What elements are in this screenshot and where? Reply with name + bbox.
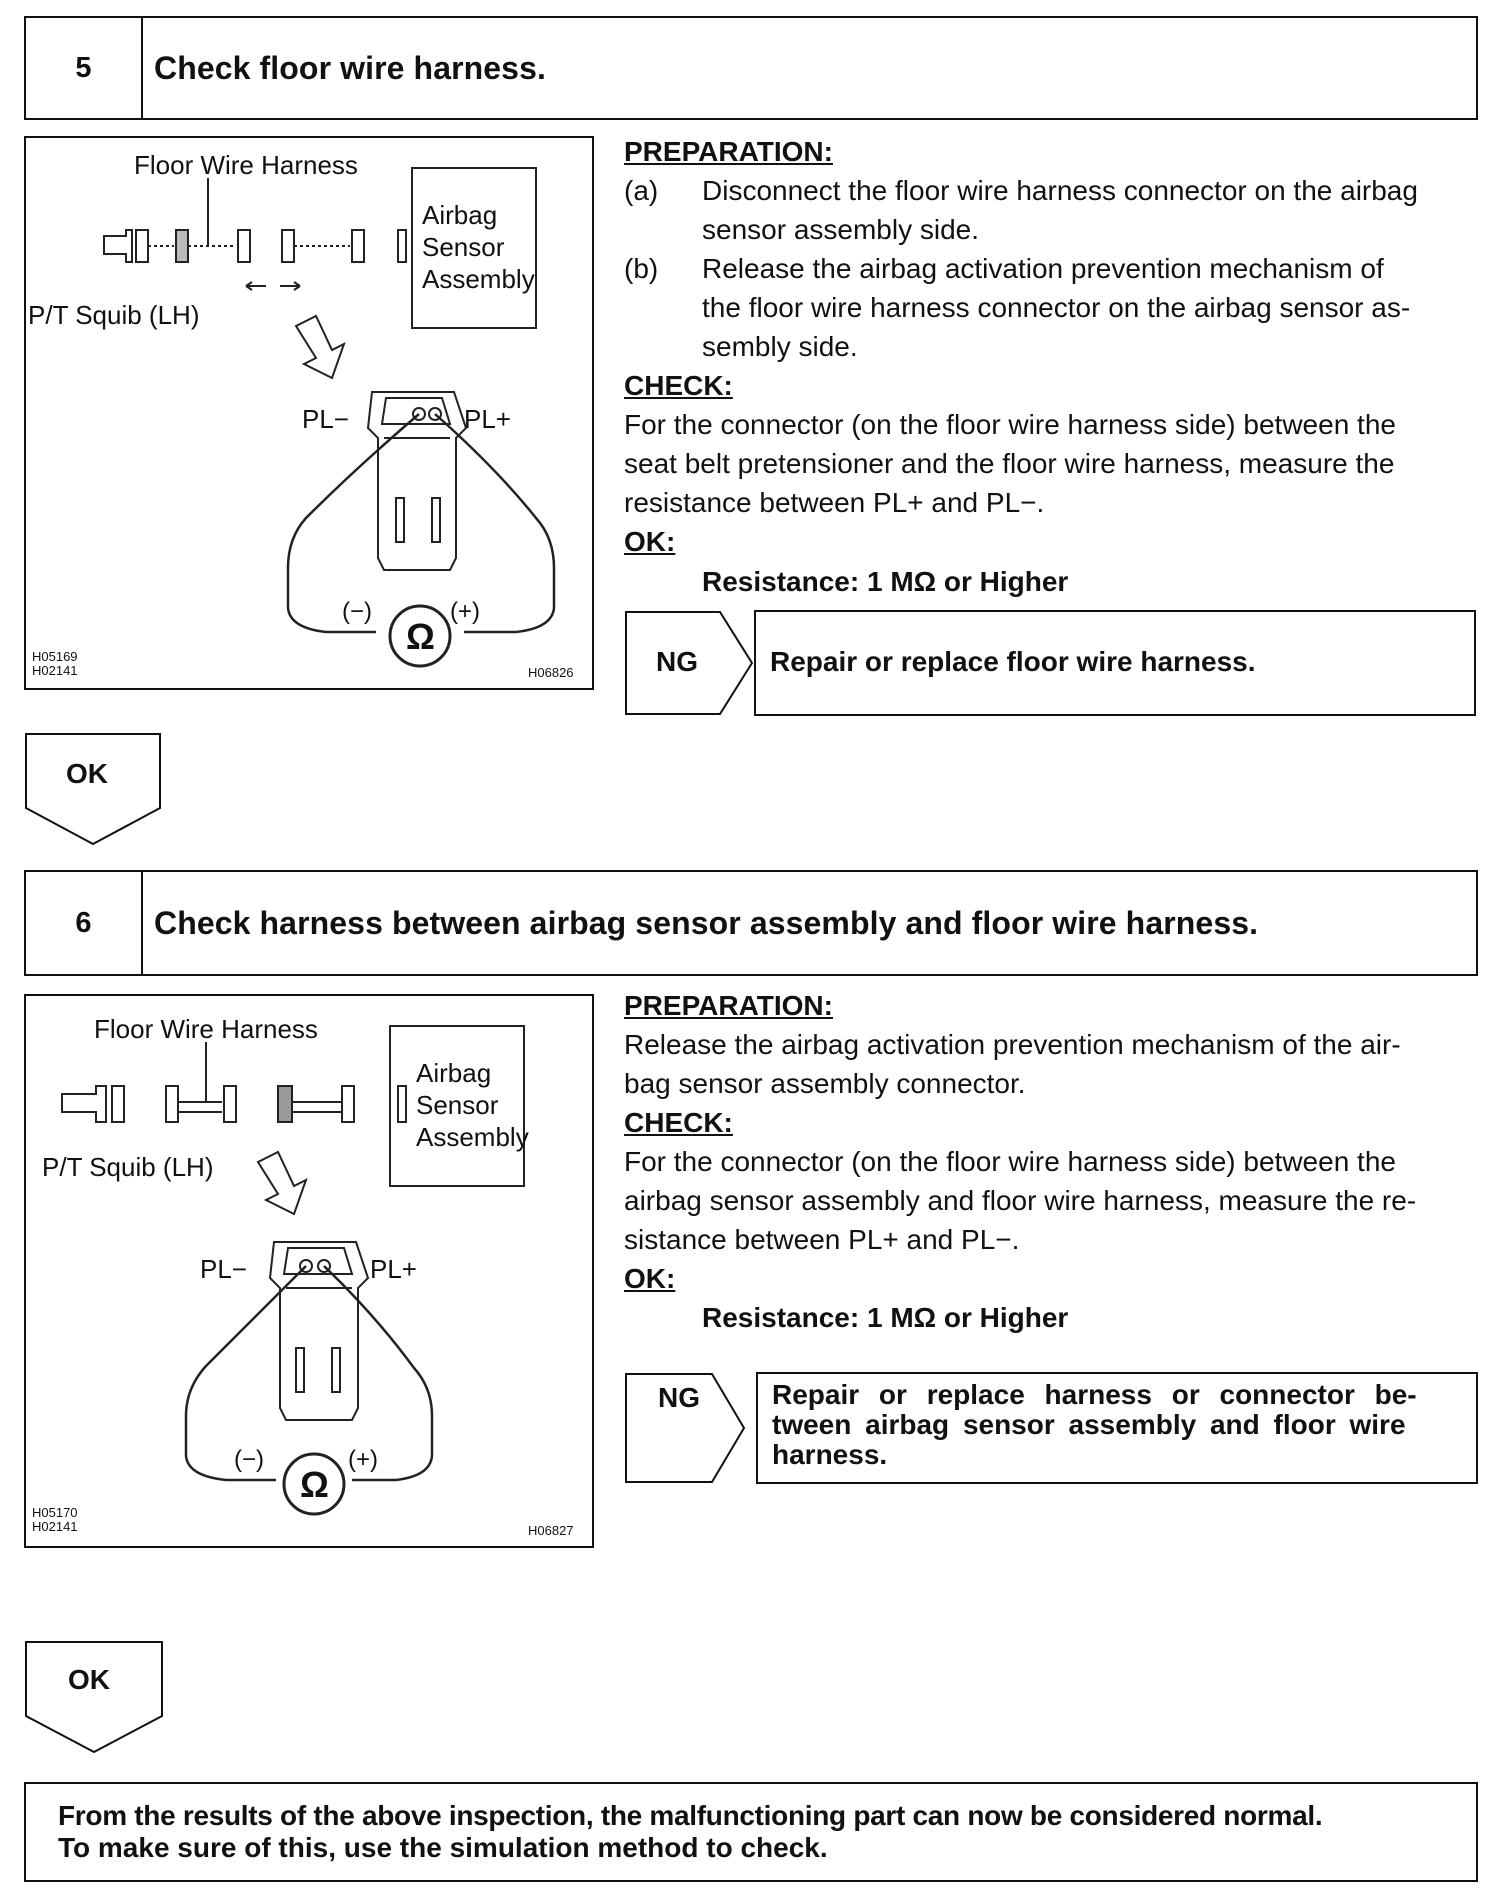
step-5-meter-pos: (+) [450, 598, 480, 625]
step-5-pointer-arrow [296, 316, 344, 378]
step-5-connector-body [368, 392, 466, 570]
step-6-check-line1: For the connector (on the floor wire harness side) between the [624, 1146, 1396, 1177]
step-5-meter-leads [288, 414, 554, 632]
step-6-preparation-heading: PREPARATION: [624, 990, 833, 1021]
step-6-ng-action-line2: tween airbag sensor assembly and floor wire [772, 1409, 1406, 1440]
step-6-check-line2: airbag sensor assembly and floor wire harness, measure the re- [624, 1185, 1417, 1216]
step-5-prep-b-line2: the floor wire harness connector on the airbag sensor as- [702, 292, 1411, 323]
final-note-line1: From the results of the above inspection, the malfunctioning part can now be considered normal. [58, 1800, 1323, 1831]
step-5-code-2: H02141 [32, 663, 78, 678]
step-5-check-line3: resistance between PL+ and PL−. [624, 487, 1045, 518]
step-5-harness-connectors [104, 178, 406, 290]
step-5-prep-b-line3: sembly side. [702, 331, 858, 362]
step-5-meter-neg: (−) [342, 598, 372, 625]
step-5-ok-heading: OK: [624, 526, 676, 557]
step-5-number: 5 [26, 18, 143, 118]
step-6-ng-label: NG [658, 1382, 700, 1413]
step-5-prep-a-letter: (a) [624, 175, 659, 206]
step-5-harness-label: Floor Wire Harness [134, 150, 358, 180]
step-6-pl-plus: PL+ [370, 1254, 417, 1284]
step-6-pl-minus: PL− [200, 1254, 247, 1284]
step-6-ng-action-line3: harness. [772, 1439, 888, 1470]
step-6-sensor-label-3: Assembly [416, 1122, 529, 1152]
step-5-ok-label: OK [66, 758, 108, 789]
step-6-ok-spec: Resistance: 1 MΩ or Higher [702, 1302, 1069, 1333]
step-5-check-line2: seat belt pretensioner and the floor wire harness, measure the [624, 448, 1395, 479]
step-6-title: Check harness between airbag sensor assembly and floor wire harness. [154, 904, 1259, 941]
step-6-prep-line1: Release the airbag activation prevention mechanism of the air- [624, 1029, 1401, 1060]
step-6-squib-label: P/T Squib (LH) [42, 1152, 214, 1182]
step-5-check-heading: CHECK: [624, 370, 733, 401]
step-5-title: Check floor wire harness. [154, 49, 546, 86]
step-6-connector-body [270, 1242, 368, 1420]
step-5-ng-label: NG [656, 646, 698, 677]
step-6-ok-label: OK [68, 1664, 110, 1695]
step-6-sensor-label-1: Airbag [416, 1058, 492, 1088]
step-5-preparation-heading: PREPARATION: [624, 136, 833, 167]
step-5-sensor-label-1: Airbag [422, 200, 498, 230]
step-6-header [24, 870, 1478, 976]
final-note-box [24, 1782, 1478, 1882]
step-5-prep-b-line1: Release the airbag activation prevention mechanism of [702, 253, 1384, 284]
step-6-ok-heading: OK: [624, 1263, 676, 1294]
step-5-code-3: H06826 [528, 665, 574, 680]
step-6-sensor-label-2: Sensor [416, 1090, 499, 1120]
step-6-ok-arrow [24, 1640, 164, 1754]
step-5-ok-spec: Resistance: 1 MΩ or Higher [702, 566, 1069, 597]
step-5-sensor-label-3: Assembly [422, 264, 535, 294]
step-5-check-line1: For the connector (on the floor wire harness side) between the [624, 409, 1396, 440]
step-5-sensor-label-2: Sensor [422, 232, 505, 262]
step-5-ng-action-box [754, 610, 1476, 716]
step-6-meter-neg: (−) [234, 1446, 264, 1473]
step-5-ng-action: Repair or replace floor wire harness. [770, 646, 1256, 677]
step-6-check-heading: CHECK: [624, 1107, 733, 1138]
step-5-prep-a-line1: Disconnect the floor wire harness connector on the airbag [702, 175, 1418, 206]
step-6-meter-pos: (+) [348, 1446, 378, 1473]
step-6-prep-line2: bag sensor assembly connector. [624, 1068, 1026, 1099]
step-6-pointer-arrow [258, 1152, 306, 1214]
step-6-code-3: H06827 [528, 1523, 574, 1538]
step-5-pl-plus: PL+ [464, 404, 511, 434]
step-6-harness-connectors [62, 1042, 406, 1122]
step-6-number: 6 [26, 872, 143, 974]
step-5-ohm-symbol: Ω [406, 616, 435, 657]
step-6-code-1: H05170 [32, 1505, 78, 1520]
step-5-ng-arrow [624, 610, 774, 716]
step-6-ng-action-box [756, 1372, 1478, 1484]
step-5-prep-a-line2: sensor assembly side. [702, 214, 980, 245]
step-5-figure [24, 136, 594, 690]
step-5-squib-label: P/T Squib (LH) [28, 300, 200, 330]
step-6-check-line3: sistance between PL+ and PL−. [624, 1224, 1020, 1255]
step-5-pl-minus: PL− [302, 404, 349, 434]
step-6-ohm-symbol: Ω [300, 1464, 329, 1505]
step-6-harness-label: Floor Wire Harness [94, 1014, 318, 1044]
step-6-figure [24, 994, 594, 1548]
final-note-line2: To make sure of this, use the simulation method to check. [58, 1832, 828, 1863]
step-5-prep-b-letter: (b) [624, 253, 659, 284]
step-6-ng-action-line1: Repair or replace harness or connector be- [772, 1379, 1417, 1410]
step-6-meter-leads [186, 1266, 432, 1480]
step-5-header [24, 16, 1478, 120]
step-5-code-1: H05169 [32, 649, 78, 664]
step-6-code-2: H02141 [32, 1519, 78, 1534]
